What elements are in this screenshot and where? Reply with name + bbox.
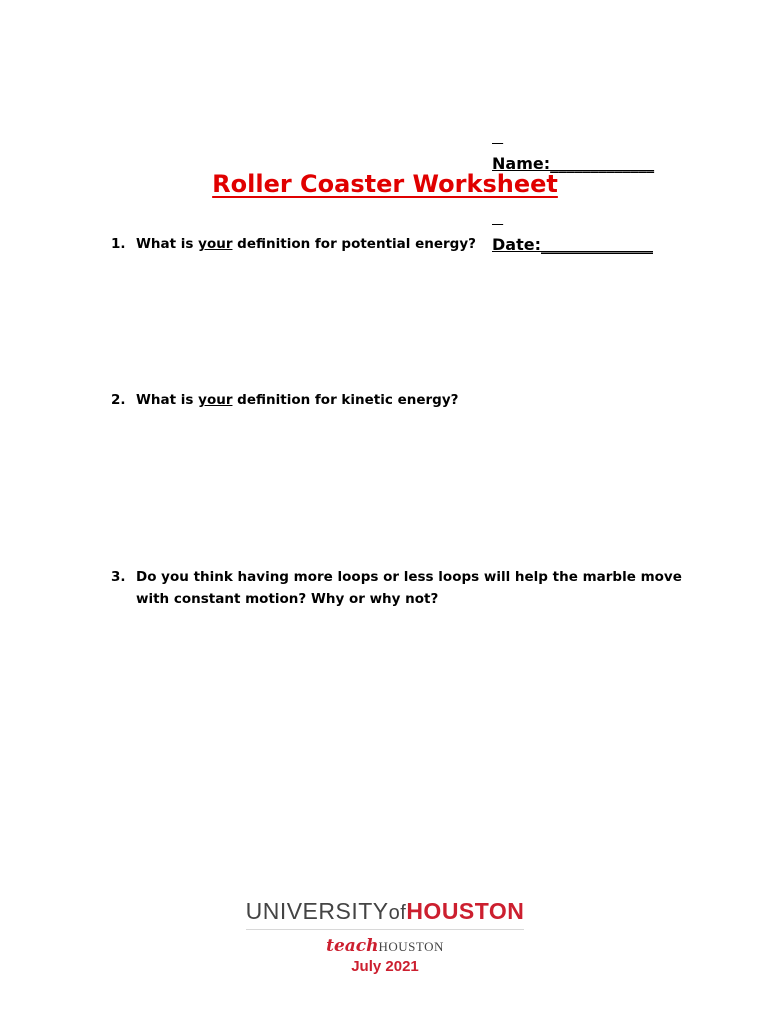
date-field: Date:______________ — [492, 235, 653, 254]
question-3 — [111, 566, 682, 610]
logo-of-text: of — [388, 902, 407, 924]
logo-houston-text: HOUSTON — [406, 898, 525, 924]
question-2 — [111, 389, 458, 411]
question-number: 1. — [111, 236, 126, 252]
question-text-post: definition for potential energy? — [232, 236, 476, 252]
question-text-pre: What is — [136, 392, 199, 408]
question-number: 2. — [111, 392, 126, 408]
question-text-line-2: with constant motion? Why or why not? — [136, 591, 439, 607]
question-emphasis: your — [198, 236, 233, 252]
logo-university-text: UNIVERSITY — [245, 898, 389, 924]
question-number: 3. — [111, 569, 126, 585]
question-text-post: definition for kinetic energy? — [232, 392, 459, 408]
name-field: Name:_____________ — [492, 154, 655, 173]
question-text-pre: What is — [136, 236, 199, 252]
teach-houston-logo — [0, 936, 770, 956]
worksheet-title: Roller Coaster Worksheet — [212, 170, 558, 198]
footer-logo — [0, 898, 770, 975]
question-1 — [111, 233, 476, 255]
footer-date: July 2021 — [351, 958, 419, 975]
logo-teach-houston-text: HOUSTON — [378, 939, 444, 954]
university-of-houston-logo — [246, 898, 525, 930]
question-text-line-1: Do you think having more loops or less loops will help the marble move — [136, 569, 682, 585]
question-emphasis: your — [198, 392, 233, 408]
logo-teach-text: teach — [326, 936, 379, 956]
